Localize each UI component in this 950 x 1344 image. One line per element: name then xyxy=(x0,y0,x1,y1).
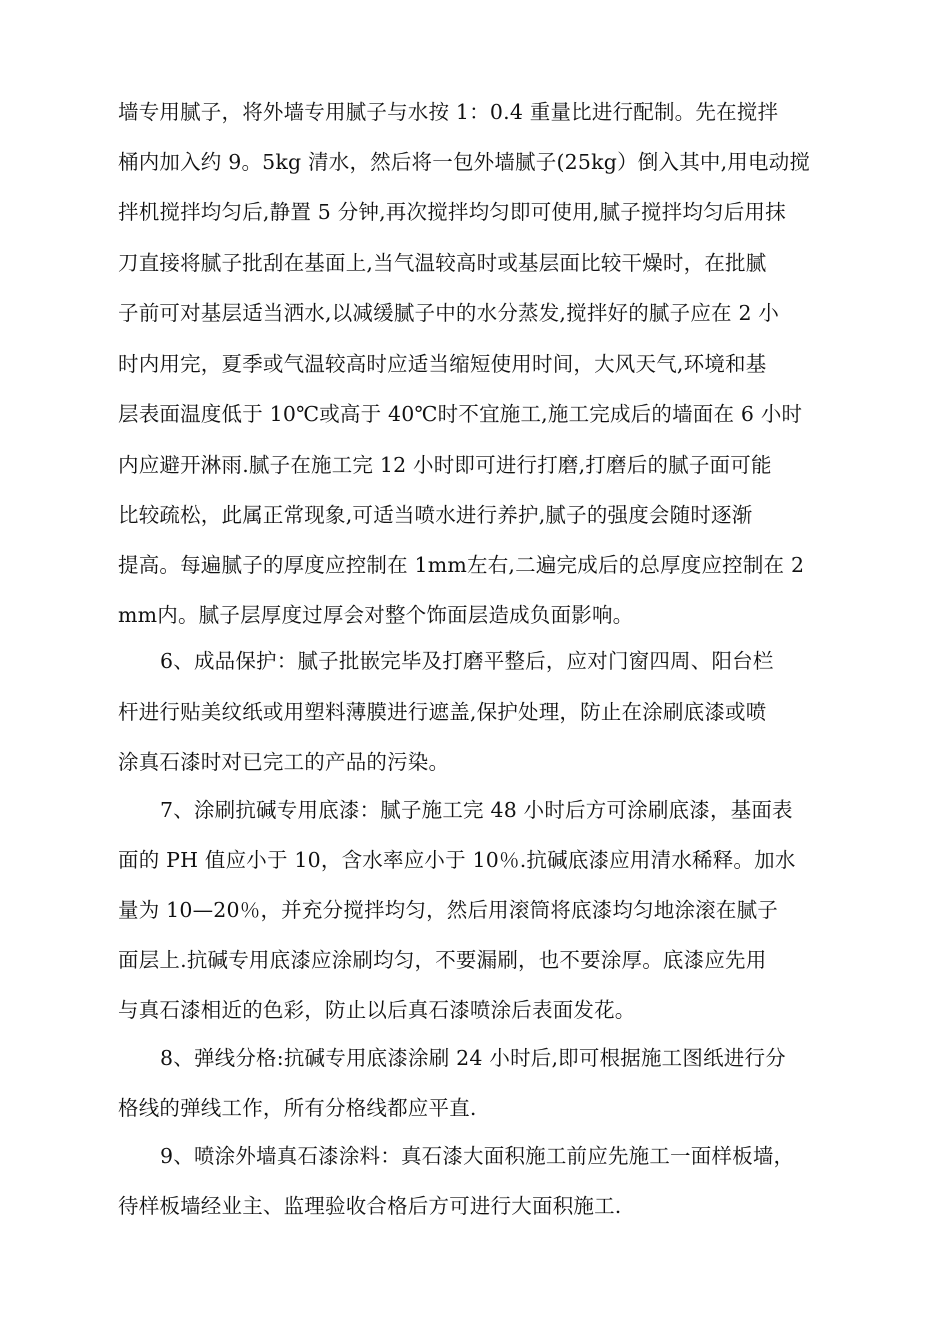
text-line: 杆进行贴美纹纸或用塑料薄膜进行遮盖,保护处理，防止在涂刷底漆或喷 xyxy=(118,700,767,724)
text-line: 格线的弹线工作，所有分格线都应平直. xyxy=(118,1096,477,1120)
paragraph-9-heading-line: 9、喷涂外墙真石漆涂料：真石漆大面积施工前应先施工一面样板墙， xyxy=(160,1144,795,1168)
text-line: 桶内加入约 9。5kg 清水，然后将一包外墙腻子(25kg）倒入其中,用电动搅 xyxy=(118,150,811,174)
paragraph-6-heading-line: 6、成品保护：腻子批嵌完毕及打磨平整后，应对门窗四周、阳台栏 xyxy=(160,649,774,673)
text-line: 量为 10—20％，并充分搅拌均匀，然后用滚筒将底漆均匀地涂滚在腻子 xyxy=(118,898,778,922)
text-line: 比较疏松，此属正常现象,可适当喷水进行养护,腻子的强度会随时逐渐 xyxy=(118,503,753,527)
text-line: 层表面温度低于 10℃或高于 40℃时不宜施工,施工完成后的墙面在 6 小时 xyxy=(118,402,803,426)
paragraph-8-heading-line: 8、弹线分格:抗碱专用底漆涂刷 24 小时后,即可根据施工图纸进行分 xyxy=(160,1046,786,1070)
text-line: 面层上.抗碱专用底漆应涂刷均匀，不要漏刷，也不要涂厚。底漆应先用 xyxy=(118,948,767,972)
text-line: 子前可对基层适当洒水,以减缓腻子中的水分蒸发,搅拌好的腻子应在 2 小 xyxy=(118,301,780,325)
text-line: 待样板墙经业主、监理验收合格后方可进行大面积施工. xyxy=(118,1194,622,1218)
text-line: mm内。腻子层厚度过厚会对整个饰面层造成负面影响。 xyxy=(118,603,634,627)
text-line: 刀直接将腻子批刮在基面上,当气温较高时或基层面比较干燥时，在批腻 xyxy=(118,251,767,275)
text-line: 提高。每遍腻子的厚度应控制在 1mm左右,二遍完成后的总厚度应控制在 2 xyxy=(118,553,805,577)
text-line: 与真石漆相近的色彩，防止以后真石漆喷涂后表面发花。 xyxy=(118,998,636,1022)
text-line: 涂真石漆时对已完工的产品的污染。 xyxy=(118,750,450,774)
paragraph-7-heading-line: 7、涂刷抗碱专用底漆：腻子施工完 48 小时后方可涂刷底漆，基面表 xyxy=(160,798,793,822)
text-line: 面的 PH 值应小于 10，含水率应小于 10％.抗碱底漆应用清水稀释。加水 xyxy=(118,848,796,872)
text-line: 内应避开淋雨.腻子在施工完 12 小时即可进行打磨,打磨后的腻子面可能 xyxy=(118,453,772,477)
text-line: 拌机搅拌均匀后,静置 5 分钟,再次搅拌均匀即可使用,腻子搅拌均匀后用抹 xyxy=(118,200,786,224)
text-line: 墙专用腻子，将外墙专用腻子与水按 1：0.4 重量比进行配制。先在搅拌 xyxy=(118,100,779,124)
text-line: 时内用完，夏季或气温较高时应适当缩短使用时间，大风天气,环境和基 xyxy=(118,352,767,376)
